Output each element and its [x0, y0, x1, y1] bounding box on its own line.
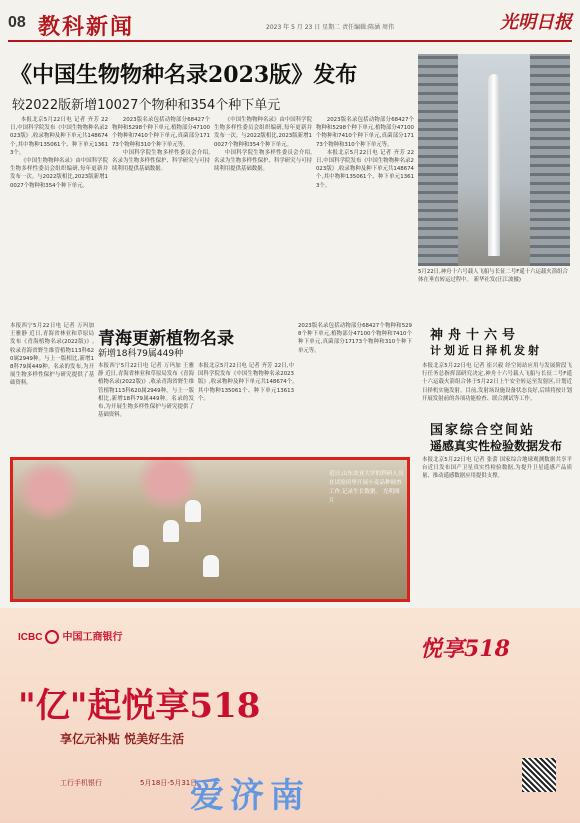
- page-header: [8, 6, 572, 40]
- article-paragraph: 2023版名录包括动物部分68427个物种和5298个种下单元,植物部分47100个物种和7410个种下单元,真菌部分17173个物种和310个种下单元等。: [316, 117, 414, 148]
- promo-date: 5月18日-5月31日: [140, 779, 198, 787]
- qinghai-subheadline: 新增18科79属449种: [98, 349, 184, 359]
- icbc-icon: [45, 630, 59, 644]
- station-subheadline: 遥感真实性检验数据发布: [430, 439, 563, 453]
- article-column: [10, 116, 108, 316]
- article-column: [316, 116, 414, 316]
- field-photo: [10, 457, 410, 602]
- bank-logo: ICBC 中国工商银行: [18, 632, 123, 643]
- shenzhou-subheadline: 计划近日择机发射: [430, 344, 542, 357]
- ad-tagline: 享亿元补贴 悦美好生活: [60, 732, 185, 746]
- station-headline: 国家综合空间站: [430, 423, 536, 438]
- article-paragraph: 中国科学院生物多样性委员会介绍,名录为生物多样性保护、科学研究与可持续利用提供基础数据。: [112, 149, 210, 173]
- qinghai-side-column: 本报西宁5月22日电 记者 万玛加 王雅静 近日,青海省林业和草原局发布《青海植物名录(2022版)》,收录青海省野生维管植物113科620属2949种。与上一版相比,新增18科79属449种。名录的发布,为开展生物多样性保护与研究提供了基础资料。: [10, 323, 94, 387]
- article-column: [214, 116, 312, 316]
- header-meta: 2023 年 5 月 23 日 星期二 责任编辑:陈涵 周伟: [266, 24, 395, 31]
- article-paragraph: 《中国生物物种名录》由中国科学院生物多样性委员会组织编研,每年更新并发布一次。与2022版相比,2023版新增10027个物种和354个种下单元。: [10, 158, 108, 189]
- icbc-advertisement[interactable]: [0, 608, 580, 823]
- qinghai-article: 2023版名录包括动物部分68427个物种和5298个种下单元,植物部分47100个物种和7410个种下单元,真菌部分17173个物种和310个种下单元等。: [298, 323, 412, 354]
- article-paragraph: 2023版名录包括动物部分68427个物种和5298个种下单元,植物部分47100个物种和7410个种下单元,真菌部分17173个物种和310个种下单元等。: [112, 117, 210, 148]
- header-rule: [8, 40, 572, 42]
- article-paragraph: 本报北京5月22日电 记者 齐芳 22日,中国科学院发布《中国生物物种名录2023版》,收录物种及种下单元共148674个,其中物种135061个、种下单元13613个。: [316, 149, 414, 189]
- photo-caption: 近日,山东农业大学的科研人员在试验田里开展小麦品种调查工作,记录生长数据。 光明图片: [329, 471, 404, 504]
- qr-code[interactable]: [522, 758, 556, 792]
- newspaper-logo: 光明日报: [500, 12, 572, 33]
- shenzhou-headline: 神舟十六号: [430, 328, 521, 343]
- qinghai-headline: 青海更新植物名录: [98, 329, 234, 349]
- rocket-photo: [418, 54, 570, 266]
- article-paragraph: 《中国生物物种名录》由中国科学院生物多样性委员会组织编研,每年更新并发布一次。与2022版相比,2023版新增10027个物种和354个种下单元。: [214, 117, 312, 148]
- main-subheadline: 较2022版新增10027个物种和354个种下单元: [12, 98, 281, 113]
- page-number: 08: [8, 14, 26, 31]
- article-paragraph: 本报北京5月22日电 记者 齐芳 22日,中国科学院发布《中国生物物种名录2023版》,收录物种及种下单元共148674个,其中物种135061个、种下单元13613个。: [10, 117, 108, 156]
- ad-slogan: "亿"起悦享518: [18, 686, 261, 726]
- station-article: 本报北京5月22日电 记者 张蕾 国家综合地球观测数据共享平台近日发布国产卫星真实性检验数据,为提升卫星遥感产品质量、推动遥感数据应用提供支撑。: [422, 457, 572, 480]
- article-paragraph: 中国科学院生物多样性委员会介绍,名录为生物多样性保护、科学研究与可持续利用提供基础数据。: [214, 149, 312, 173]
- article-column: [112, 116, 210, 316]
- brand-logo: 悦享518: [420, 636, 510, 662]
- app-label: 工行手机银行: [60, 779, 102, 787]
- qinghai-article: 本报北京5月22日电 记者 齐芳 22日,中国科学院发布《中国生物物种名录2023版》,收录物种及种下单元共148674个,其中物种135061个、种下单元13613个。: [198, 363, 294, 402]
- qinghai-article: 本报西宁5月22日电 记者 万玛加 王雅静 近日,青海省林业和草原局发布《青海植物名录(2022版)》,收录青海省野生维管植物113科620属2949种。与上一版相比,新增18科79属449种。名录的发布,为开展生物多样性保护与研究提供了基础资料。: [98, 363, 194, 419]
- watermark: 爱济南: [190, 776, 310, 816]
- rocket-caption: 5月22日,神舟十六号载人飞船与长征二号F遥十六运载火箭组合体在垂直转运过程中。 新华社发(汪江波摄): [418, 269, 568, 283]
- main-headline: 《中国生物物种名录2023版》发布: [10, 62, 358, 88]
- shenzhou-article: 本报北京5月22日电 记者 崔兴毅 经空间站应用与发展阶段飞行任务总指挥部研究决定,神舟十六号载人飞船与长征二号F遥十六运载火箭组合体于5月22日上午安全转运至发射区,计划近日择机实施发射。目前,发射场设施设备状态良好,后续将按计划开展发射前的各项功能检查、联合测试等工作。: [422, 363, 572, 402]
- section-title: 教科新闻: [38, 14, 135, 40]
